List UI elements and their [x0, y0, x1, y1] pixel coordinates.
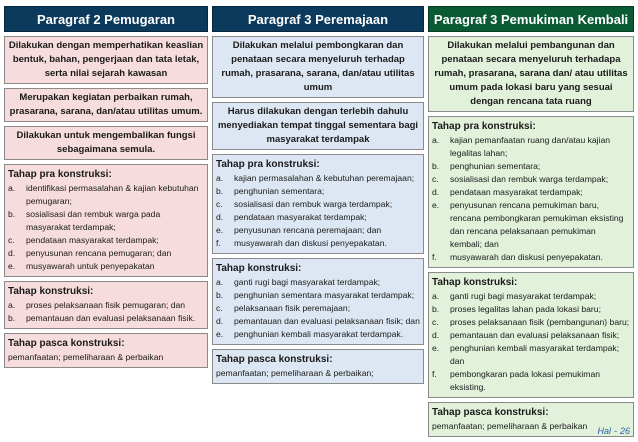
section-title: Tahap pasca konstruksi:: [432, 407, 549, 418]
section-title: Tahap pra konstruksi:: [216, 159, 320, 170]
list-item: c. sosialisasi dan rembuk warga terdampak;: [432, 174, 609, 184]
list-item: b. pemantauan dan evaluasi pelaksanaan fisik.: [8, 313, 196, 323]
list-item: b. penghunian sementara;: [432, 161, 541, 171]
page-label: Hal: [597, 426, 611, 436]
column-title: Paragraf 3 Peremajaan: [212, 6, 424, 32]
section-title: Tahap pra konstruksi:: [8, 169, 112, 180]
section-text: pemanfaatan; pemeliharaan & perbaikan: [432, 421, 588, 431]
note-box: Merupakan kegiatan perbaikan rumah, prasarana, sarana, dan/atau utilitas umum.: [4, 88, 208, 122]
list-item: f. musyawarah dan diskusi penyepakatan.: [432, 252, 603, 262]
section-title: Tahap konstruksi:: [432, 277, 518, 288]
list-item: a. ganti rugi bagi masyarakat terdampak;: [216, 277, 381, 287]
list-item: f. musyawarah dan diskusi penyepakatan.: [216, 238, 387, 248]
note-box: Dilakukan untuk mengembalikan fungsi sebagaimana semula.: [4, 126, 208, 160]
list-item: b. proses legalitas lahan pada lokasi baru;: [432, 304, 601, 314]
list-item: e. penyusunan rencana peremajaan; dan: [216, 225, 382, 235]
list-item: a. kajian pemanfaatan ruang dan/atau kajian legalitas lahan;: [432, 135, 611, 158]
section-text: pemanfaatan; pemeliharaan & perbaikan;: [216, 368, 374, 378]
list-item: c. pendataan masyarakat terdampak;: [8, 235, 159, 245]
konstruksi-box: [4, 281, 208, 329]
column-pemukiman-kembali: [428, 6, 634, 437]
list-item: e. penyusunan rencana pemukiman baru, rencana pembongkaran pemukiman eksisting dan rencana pelaksanaan pemukiman kembali; dan: [432, 200, 624, 249]
list-item: a. proses pelaksanaan fisik pemugaran; dan: [8, 300, 186, 310]
list-item: b. penghunian sementara;: [216, 186, 325, 196]
page-number: Hal - 26: [597, 426, 630, 436]
section-title: Tahap konstruksi:: [216, 263, 302, 274]
list-item: e. musyawarah untuk penyepakatan: [8, 261, 155, 271]
list-item: b. penghunian sementara masyarakat terdampak;: [216, 290, 415, 300]
list-item: d. pendataan masyarakat terdampak;: [432, 187, 583, 197]
pra-konstruksi-box: [212, 154, 424, 254]
konstruksi-box: [428, 272, 634, 398]
section-title: Tahap pasca konstruksi:: [216, 354, 333, 365]
list-item: a. ganti rugi bagi masyarakat terdampak;: [432, 291, 597, 301]
note-box: Dilakukan melalui pembongkaran dan penataan secara menyeluruh terhadap rumah, prasarana, sarana, dan/atau utilitas umum: [212, 36, 424, 98]
note-box: Dilakukan dengan memperhatikan keaslian bentuk, bahan, pengerjaan dan tata letak, serta nilai sejarah kawasan: [4, 36, 208, 84]
pasca-konstruksi-box: [4, 333, 208, 368]
list-item: d. pemantauan dan evaluasi pelaksanaan fisik; dan: [216, 316, 420, 326]
list-item: e. penghunian kembali masyarakat terdampak.: [216, 329, 404, 339]
section-title: Tahap pra konstruksi:: [432, 121, 536, 132]
konstruksi-box: [212, 258, 424, 345]
page-value: 26: [619, 426, 630, 436]
list-item: d. penyusunan rencana pemugaran; dan: [8, 248, 172, 258]
column-peremajaan: [212, 6, 424, 384]
note-box: Dilakukan melalui pembangunan dan penataan secara menyeluruh terhadapa rumah, prasarana, sarana dan/ atau utilitas umum pada lokasi baru yang sesuai dengan rencana tata ruang: [428, 36, 634, 112]
pasca-konstruksi-box: [212, 349, 424, 384]
list-item: c. pelaksanaan fisik peremajaan;: [216, 303, 351, 313]
list-item: d. pemantauan dan evaluasi pelaksanaan fisik;: [432, 330, 620, 340]
column-title: Paragraf 2 Pemugaran: [4, 6, 208, 32]
list-item: a. identifikasi permasalahan & kajian kebutuhan pemugaran;: [8, 183, 199, 206]
section-title: Tahap konstruksi:: [8, 286, 94, 297]
list-item: c. proses pelaksanaan fisik (pembangunan) baru;: [432, 317, 630, 327]
section-text: pemanfaatan; pemeliharaan & perbaikan: [8, 352, 164, 362]
pra-konstruksi-box: [4, 164, 208, 277]
column-pemugaran: [4, 6, 208, 368]
list-item: c. sosialisasi dan rembuk warga terdampak;: [216, 199, 393, 209]
section-title: Tahap pasca konstruksi:: [8, 338, 125, 349]
list-item: f. pembongkaran pada lokasi pemukiman eksisting.: [432, 369, 601, 392]
list-item: e. penghunian kembali masyarakat terdampak; dan: [432, 343, 620, 366]
list-item: d. pendataan masyarakat terdampak;: [216, 212, 367, 222]
pra-konstruksi-box: [428, 116, 634, 268]
list-item: a. kajian permasalahan & kebutuhan peremajaan;: [216, 173, 415, 183]
column-title: Paragraf 3 Pemukiman Kembali: [428, 6, 634, 32]
note-box: Harus dilakukan dengan terlebih dahulu menyediakan tempat tinggal sementara bagi masyarakat terdampak: [212, 102, 424, 150]
list-item: b. sosialisasi dan rembuk warga pada masyarakat terdampak;: [8, 209, 161, 232]
